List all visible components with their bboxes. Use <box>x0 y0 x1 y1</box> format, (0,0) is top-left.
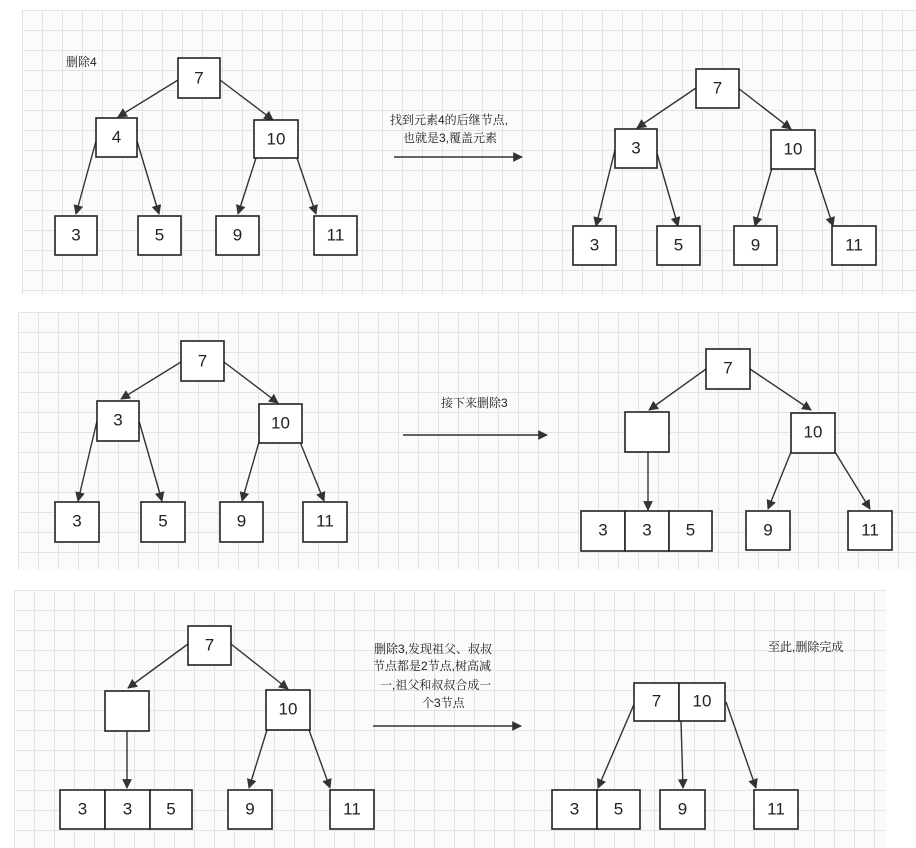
svg-text:10: 10 <box>266 129 286 149</box>
svg-text:3: 3 <box>642 520 652 540</box>
svg-text:3: 3 <box>569 799 580 819</box>
svg-text:7: 7 <box>197 351 208 371</box>
svg-text:3: 3 <box>631 138 641 158</box>
svg-text:3: 3 <box>77 799 88 819</box>
svg-text:3: 3 <box>598 520 608 540</box>
tree-leaf <box>573 226 616 265</box>
note-delete-4: 删除4 <box>66 55 97 69</box>
svg-text:11: 11 <box>845 235 863 255</box>
svg-text:7: 7 <box>723 358 733 378</box>
tree-leaf <box>55 216 97 255</box>
caption-line: 删除3,发现祖父、叔叔 <box>374 642 493 656</box>
svg-text:11: 11 <box>326 225 345 245</box>
tree-node-right <box>771 130 815 169</box>
svg-text:9: 9 <box>236 511 247 531</box>
tree-leaf <box>330 790 374 829</box>
tree-node-root <box>178 58 220 98</box>
tree-leaf <box>55 502 99 542</box>
tree-leaf <box>228 790 272 829</box>
svg-text:7: 7 <box>712 78 723 98</box>
svg-text:10: 10 <box>271 413 290 433</box>
caption-line: 也就是3,覆盖元素 <box>403 131 498 145</box>
svg-text:11: 11 <box>343 799 361 819</box>
svg-text:3: 3 <box>113 410 123 430</box>
note-done: 至此,删除完成 <box>768 640 844 654</box>
merged-root <box>634 683 725 721</box>
svg-text:9: 9 <box>750 235 761 255</box>
svg-text:7: 7 <box>651 691 662 711</box>
tree-node-right <box>266 690 310 730</box>
tree-leaf <box>138 216 181 255</box>
svg-text:9: 9 <box>763 520 773 540</box>
caption-line: 接下来删除3 <box>441 396 508 410</box>
svg-text:7: 7 <box>194 68 204 88</box>
tree-leaf <box>754 790 798 829</box>
svg-text:10: 10 <box>692 691 712 711</box>
svg-text:7: 7 <box>204 635 215 655</box>
svg-text:3: 3 <box>72 511 82 531</box>
tree-node-root <box>706 349 750 389</box>
svg-text:5: 5 <box>673 235 684 255</box>
tree-node-empty <box>105 691 149 731</box>
merged-leaf <box>60 790 192 829</box>
tree-node-right <box>259 404 302 443</box>
tree-leaf <box>734 226 777 265</box>
svg-text:5: 5 <box>613 799 624 819</box>
tree-node-right <box>254 120 298 158</box>
caption-line: 个3节点 <box>422 696 465 710</box>
tree-node-root <box>188 626 231 665</box>
caption-line: 找到元素4的后继节点, <box>390 113 509 127</box>
svg-text:11: 11 <box>316 511 334 531</box>
tree-leaf <box>216 216 259 255</box>
tree-leaf <box>657 226 700 265</box>
svg-text:9: 9 <box>677 799 688 819</box>
tree-leaf <box>832 226 876 265</box>
svg-text:5: 5 <box>154 225 165 245</box>
svg-text:10: 10 <box>803 422 823 442</box>
merged-leaf <box>581 511 712 551</box>
tree-node-root <box>181 341 224 381</box>
svg-text:3: 3 <box>122 799 133 819</box>
caption-line: 一,祖父和叔叔合成一 <box>380 678 492 692</box>
merged-leaf <box>552 790 640 829</box>
svg-text:4: 4 <box>111 127 122 147</box>
svg-text:9: 9 <box>245 799 255 819</box>
svg-text:3: 3 <box>589 235 600 255</box>
tree-leaf <box>141 502 185 542</box>
tree-leaf <box>746 511 790 550</box>
svg-text:3: 3 <box>71 225 81 245</box>
svg-text:5: 5 <box>685 520 696 540</box>
svg-text:11: 11 <box>861 520 879 540</box>
svg-text:9: 9 <box>232 225 243 245</box>
svg-text:5: 5 <box>166 799 176 819</box>
tree-node-left <box>97 401 139 441</box>
svg-text:10: 10 <box>278 699 298 719</box>
tree-leaf <box>660 790 705 829</box>
svg-text:11: 11 <box>767 799 785 819</box>
svg-text:5: 5 <box>158 511 168 531</box>
caption-line: 节点都是2节点,树高减 <box>373 659 492 673</box>
tree-node-left <box>615 129 657 168</box>
tree-leaf <box>220 502 263 542</box>
svg-text:10: 10 <box>783 139 803 159</box>
tree-leaf <box>303 502 347 542</box>
tree-node-left <box>96 118 137 157</box>
tree-node-right <box>791 413 835 453</box>
tree-node-root <box>696 69 739 108</box>
tree-leaf <box>848 511 892 550</box>
tree-leaf <box>314 216 357 255</box>
tree-node-empty <box>625 412 669 452</box>
